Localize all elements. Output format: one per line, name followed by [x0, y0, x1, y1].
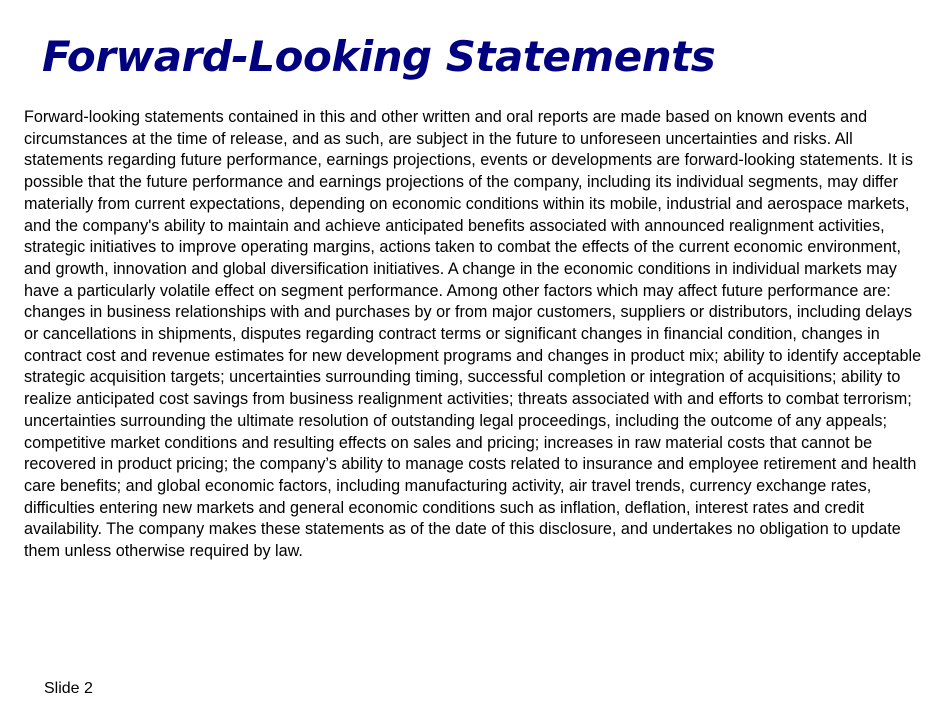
slide-number: Slide 2	[44, 680, 93, 697]
slide-body-text: Forward-looking statements contained in this and other written and oral reports are made based on known events and circumstances at the time of release, and as such, are subject in the future to unforeseen uncertainties and risks. All statements regarding future performance, earnings projections, events or developments are forward-looking statements. It is possible that the future performance and earnings projections of the company, including its individual segments, may differ materially from current expectations, depending on economic conditions within its mobile, industrial and aerospace markets, and the company's ability to maintain and achieve anticipated benefits associated with announced realignment activities, strategic initiatives to improve operating margins, actions taken to combat the effects of the current economic environment, and growth, innovation and global diversification initiatives. A change in the economic conditions in individual markets may have a particularly volatile effect on segment performance. Among other factors which may affect future performance are: changes in business relationships with and purchases by or from major customers, suppliers or distributors, including delays or cancellations in shipments, disputes regarding contract terms or significant changes in financial condition, changes in contract cost and revenue estimates for new development programs and changes in product mix; ability to identify acceptable strategic acquisition targets; uncertainties surrounding timing, successful completion or integration of acquisitions; ability to realize anticipated cost savings from business realignment activities; threats associated with and efforts to combat terrorism; uncertainties surrounding the ultimate resolution of outstanding legal proceedings, including the outcome of any appeals; competitive market conditions and resulting effects on sales and pricing; increases in raw material costs that cannot be recovered in product pricing; the company’s ability to manage costs related to insurance and employee retirement and health care benefits; and global economic factors, including manufacturing activity, air travel trends, currency exchange rates, difficulties entering new markets and general economic conditions such as inflation, deflation, interest rates and credit availability. The company makes these statements as of the date of this disclosure, and undertakes no obligation to update them unless otherwise required by law.	[24, 108, 922, 561]
slide-title: Forward-Looking Statements	[42, 32, 716, 81]
